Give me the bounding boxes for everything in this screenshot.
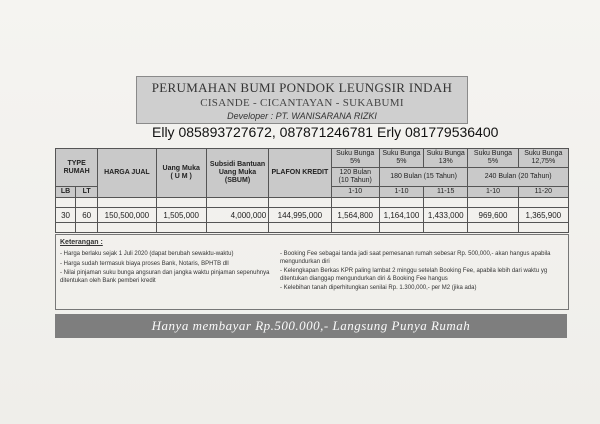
lt-value: 60: [76, 208, 98, 223]
type-header: TYPE RUMAH: [56, 149, 98, 187]
period-cell: 1-10: [331, 187, 379, 198]
angsuran-value: 969,600: [468, 208, 518, 223]
uang-muka-value: 1,505,000: [156, 208, 206, 223]
period-cell: 1-10: [379, 187, 423, 198]
note-item: - Booking Fee sebagai tanda jadi saat pemesanan rumah sebesar Rp. 500,000,- akan hangus apabila mengundurkan diri: [280, 251, 560, 266]
notes-box: [55, 234, 569, 310]
angsuran-value: 1,564,800: [331, 208, 379, 223]
tenor-180: 180 Bulan (15 Tahun): [379, 168, 468, 187]
price-table: [55, 148, 569, 233]
period-cell: 11-15: [424, 187, 468, 198]
harga-header: HARGA JUAL: [98, 149, 156, 198]
period-cell: 11-20: [518, 187, 568, 198]
plafon-header: PLAFON KREDIT: [269, 149, 331, 198]
subsidi-header: Subsidi Bantuan Uang Muka (SBUM): [206, 149, 268, 198]
rate-header: Suku Bunga 12,75%: [518, 149, 568, 168]
notes-title: Keterangan :: [60, 239, 103, 246]
note-item: - Kelebihan tanah diperhitungkan senilai Rp. 1.300,000,- per M2 (jika ada): [280, 285, 560, 293]
lb-header: LB: [56, 187, 76, 198]
rate-header: Suku Bunga 5%: [468, 149, 518, 168]
promo-banner: Hanya membayar Rp.500.000,- Langsung Punya Rumah: [55, 314, 567, 338]
contact-line: Elly 085893727672, 087871246781 Erly 081779536400: [152, 124, 499, 140]
notes-left: [60, 251, 290, 287]
rate-header: Suku Bunga 13%: [424, 149, 468, 168]
lt-header: LT: [76, 187, 98, 198]
lb-value: 30: [56, 208, 76, 223]
note-item: - Harga sudah termasuk biaya proses Bank, Notaris, BPHTB dll: [60, 261, 290, 269]
angsuran-value: 1,433,000: [424, 208, 468, 223]
notes-right: [280, 251, 560, 295]
tenor-120: 120 Bulan (10 Tahun): [331, 168, 379, 187]
header-box: [136, 76, 468, 124]
housing-title: PERUMAHAN BUMI PONDOK LEUNGSIR INDAH: [151, 80, 453, 95]
table-row: [56, 208, 569, 223]
note-item: - Nilai pinjaman suku bunga angsuran dan jangka waktu pinjaman sepenuhnya ditentukan oleh Bank pemberi kredit: [60, 270, 290, 285]
housing-location: CISANDE - CICANTAYAN - SUKABUMI: [200, 97, 404, 109]
developer-line: Developer : PT. WANISARANA RIZKI: [227, 111, 377, 121]
note-item: - Harga berlaku sejak 1 Juli 2020 (dapat berubah sewaktu-waktu): [60, 251, 290, 259]
subsidi-value: 4,000,000: [206, 208, 268, 223]
period-cell: 1-10: [468, 187, 518, 198]
angsuran-value: 1,365,900: [518, 208, 568, 223]
tenor-240: 240 Bulan (20 Tahun): [468, 168, 569, 187]
note-item: - Kelengkapan Berkas KPR paling lambat 2 minggu setelah Booking Fee, apabila lebih dari waktu yg ditentukan dianggap mengundurkan diri & Booking Fee hangus: [280, 268, 560, 283]
plafon-value: 144,995,000: [269, 208, 331, 223]
harga-value: 150,500,000: [98, 208, 156, 223]
uang-muka-header: Uang Muka ( U M ): [156, 149, 206, 198]
angsuran-value: 1,164,100: [379, 208, 423, 223]
rate-header: Suku Bunga 5%: [379, 149, 423, 168]
rate-header: Suku Bunga 5%: [331, 149, 379, 168]
